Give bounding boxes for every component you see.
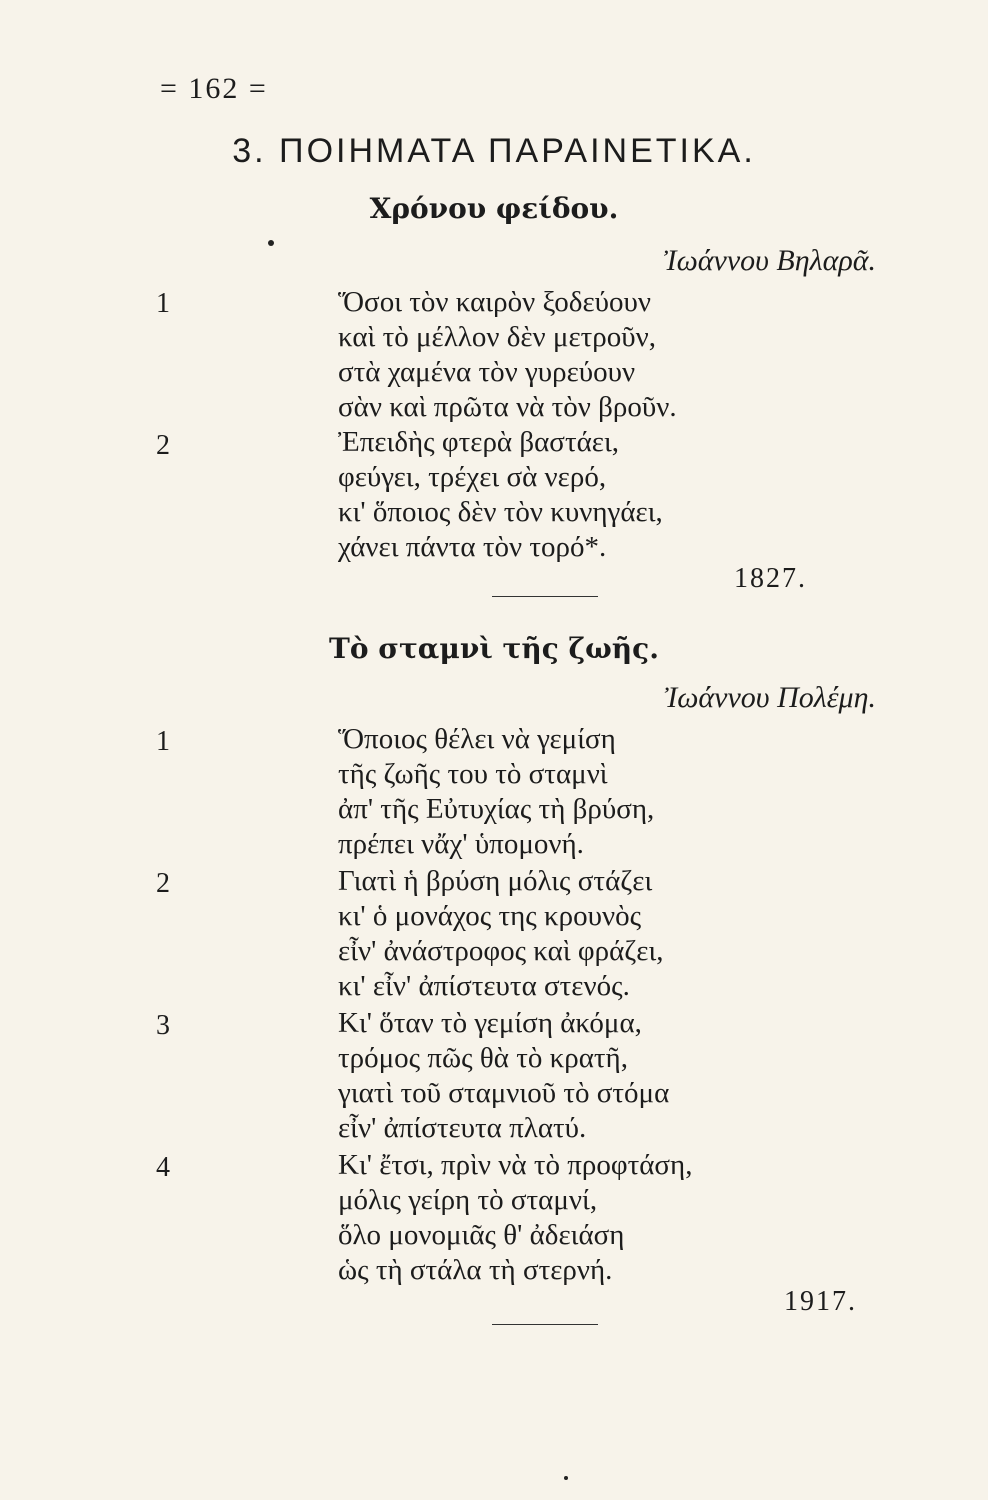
section-title: 3. ΠΟΙΗΜΑΤΑ ΠΑΡΑΙΝΕΤΙΚΑ.: [232, 132, 756, 170]
verse-line: σὰν καὶ πρῶτα νὰ τὸν βροῦν.: [338, 391, 677, 423]
poem-title: Τὸ σταμνὶ τῆς ζωῆς.: [329, 632, 659, 665]
verse-line: Γιατὶ ἡ βρύση μόλις στάζει: [338, 865, 653, 897]
stanza-number: 1: [156, 726, 170, 757]
verse-line: φεύγει, τρέχει σὰ νερό,: [338, 461, 607, 493]
verse-line: εἶν' ἀπίστευτα πλατύ.: [338, 1112, 587, 1144]
stanza: [338, 285, 677, 425]
verse-line: χάνει πάντα τὸν τορό*.: [338, 531, 607, 563]
verse-line: ὅλο μονομιᾶς θ' ἀδειάση: [338, 1219, 625, 1251]
poem-year: 1917.: [784, 1286, 857, 1317]
stanza: [338, 864, 664, 1004]
verse-line: Ἐπειδὴς φτερὰ βαστάει,: [338, 426, 620, 458]
verse-line: εἶν' ἀνάστροφος καὶ φράζει,: [338, 935, 664, 967]
stanza-number: 2: [156, 868, 170, 899]
stanza: [338, 722, 654, 862]
stanza: [338, 1148, 692, 1288]
verse-line: καὶ τὸ μέλλον δὲν μετροῦν,: [338, 321, 656, 353]
divider: [492, 1324, 598, 1325]
verse-line: τῆς ζωῆς του τὸ σταμνὶ: [338, 758, 608, 790]
verse-line: κι' ὅποιος δὲν τὸν κυνηγάει,: [338, 496, 663, 528]
verse-line: Κι' ἔτσι, πρὶν νὰ τὸ προφτάση,: [338, 1149, 693, 1181]
stanza-number: 4: [156, 1152, 170, 1183]
verse-line: Κι' ὅταν τὸ γεμίση ἀκόμα,: [338, 1007, 642, 1039]
poem-year: 1827.: [734, 563, 807, 594]
verse-line: ὡς τὴ στάλα τὴ στερνή.: [338, 1254, 613, 1286]
stanza-number: 2: [156, 430, 170, 461]
stanza: [338, 425, 663, 565]
ink-dot: [268, 240, 274, 246]
verse-line: κι' ὁ μονάχος της κρουνὸς: [338, 900, 642, 932]
stanza: [338, 1006, 669, 1146]
page-number: = 162 =: [160, 72, 268, 105]
verse-line: ἀπ' τῆς Εὐτυχίας τὴ βρύση,: [338, 793, 655, 825]
verse-line: κι' εἶν' ἀπίστευτα στενός.: [338, 970, 630, 1002]
verse-line: Ὅποιος θέλει νὰ γεμίση: [338, 723, 616, 755]
verse-line: στὰ χαμένα τὸν γυρεύουν: [338, 356, 636, 388]
poem-title: Χρόνου φείδου.: [369, 192, 619, 225]
ink-speck: [564, 1476, 568, 1480]
verse-line: πρέπει νἄχ' ὑπομονή.: [338, 828, 584, 860]
poem-author: Ἰωάννου Πολέμη.: [664, 681, 876, 714]
divider: [492, 596, 598, 597]
stanza-number: 3: [156, 1010, 170, 1041]
verse-line: γιατὶ τοῦ σταμνιοῦ τὸ στόμα: [338, 1077, 670, 1109]
verse-line: Ὅσοι τὸν καιρὸν ξοδεύουν: [338, 286, 651, 318]
verse-line: τρόμος πῶς θὰ τὸ κρατῆ,: [338, 1042, 628, 1074]
verse-line: μόλις γείρη τὸ σταμνί,: [338, 1184, 598, 1216]
poem-author: Ἰωάννου Βηλαρᾶ.: [663, 244, 876, 277]
stanza-number: 1: [156, 288, 170, 319]
